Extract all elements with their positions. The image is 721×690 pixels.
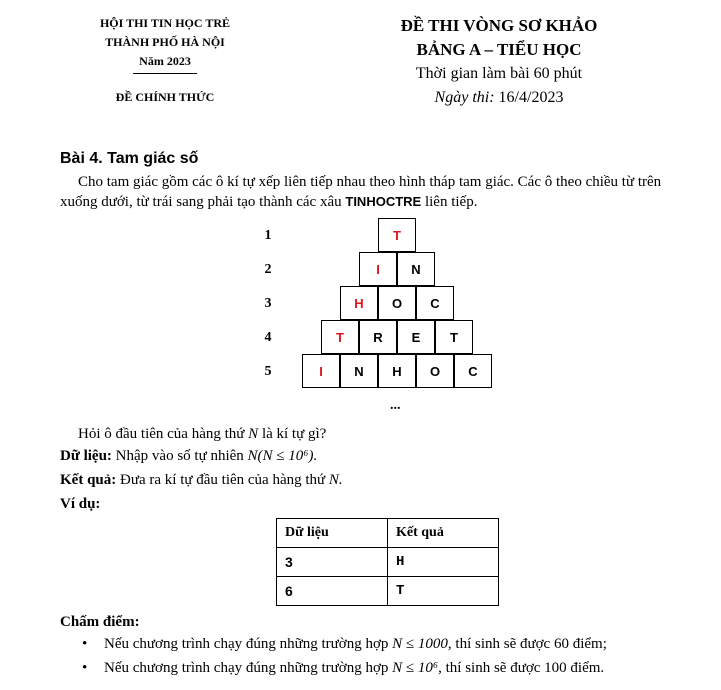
scoring-math: N ≤ 10⁶	[392, 660, 439, 676]
triangle-cell: T	[435, 320, 473, 354]
example-label: Ví dụ:	[60, 496, 101, 512]
table-header-output: Kết quả	[388, 519, 499, 548]
question	[78, 424, 326, 444]
input-spec	[60, 446, 317, 466]
triangle-cell: N	[397, 252, 435, 286]
intro-text: Cho tam giác gồm các ô kí tự xếp liên tiếp nhau theo hình tháp tam giác. Các ô theo chiều từ trên xuống dưới, từ trái sang phải tạo thành các xâu	[60, 174, 662, 210]
row-number-label: 3	[264, 296, 272, 311]
row-number-label: 4	[264, 330, 272, 345]
city-name: THÀNH PHỐ HÀ NỘI	[105, 35, 225, 49]
intro-text-end: liên tiếp.	[424, 194, 478, 210]
table-cell-input: 6	[277, 577, 388, 606]
triangle-cell: H	[340, 286, 378, 320]
triangle-cell: C	[454, 354, 492, 388]
triangle-cell: I	[302, 354, 340, 388]
bullet-icon: •	[82, 636, 88, 652]
exam-date-value: 16/4/2023	[498, 89, 564, 106]
triangle-cell: O	[378, 286, 416, 320]
triangle-cell: T	[378, 218, 416, 252]
input-text: Nhập vào số tự nhiên	[115, 448, 244, 464]
triangle-cell: E	[397, 320, 435, 354]
official-label: ĐỀ CHÍNH THỨC	[115, 90, 215, 104]
triangle-cell: O	[416, 354, 454, 388]
exam-title: ĐỀ THI VÒNG SƠ KHẢO	[400, 16, 598, 35]
row-number-label: 2	[264, 262, 272, 277]
intro-keyword: TINHOCTRE	[345, 194, 422, 209]
table-header-input: Dữ liệu	[277, 519, 388, 548]
triangle-cell: T	[321, 320, 359, 354]
contest-name: HỘI THI TIN HỌC TRẺ	[99, 16, 231, 30]
example-table	[276, 518, 499, 606]
table-cell-output: T	[388, 577, 499, 606]
contest-year: Năm 2023	[133, 52, 197, 74]
scoring-item: • Nếu chương trình chạy đúng những trường hợp N ≤ 1000, thí sinh sẽ được 60 điểm;	[82, 636, 607, 652]
bullet-icon: •	[82, 660, 88, 676]
exam-date	[372, 86, 626, 110]
header-left	[60, 14, 270, 107]
table-row	[277, 577, 499, 606]
output-label: Kết quả:	[60, 472, 117, 488]
header-right	[372, 14, 626, 110]
exam-date-label: Ngày thi:	[434, 89, 495, 106]
scoring-math: N ≤ 1000	[392, 636, 448, 652]
table-cell-input: 3	[277, 548, 388, 577]
output-spec	[60, 470, 343, 490]
question-var: N	[248, 426, 259, 442]
exam-duration: Thời gian làm bài 60 phút	[415, 65, 583, 82]
output-var: N.	[328, 472, 343, 488]
row-number-label: 5	[264, 364, 272, 379]
triangle-cell: H	[378, 354, 416, 388]
input-math: N(N ≤ 10⁶).	[247, 448, 318, 464]
row-number-label: 1	[264, 228, 272, 243]
problem-intro	[60, 172, 700, 212]
table-row	[277, 548, 499, 577]
table-header-row	[277, 519, 499, 548]
exam-division: BẢNG A – TIỂU HỌC	[416, 40, 582, 59]
scoring-item: • Nếu chương trình chạy đúng những trường hợp N ≤ 10⁶, thí sinh sẽ được 100 điểm.	[82, 660, 605, 676]
triangle-cell: N	[340, 354, 378, 388]
question-text: Hỏi ô đầu tiên của hàng thứ	[78, 426, 245, 442]
triangle-cell: R	[359, 320, 397, 354]
table-cell-output: H	[388, 548, 499, 577]
question-text-end: là kí tự gì?	[261, 426, 327, 442]
problem-title: Bài 4. Tam giác số	[60, 150, 199, 167]
scoring-label: Chấm điểm:	[60, 614, 140, 630]
input-label: Dữ liệu:	[60, 448, 112, 464]
ellipsis: ...	[390, 398, 401, 413]
output-text: Đưa ra kí tự đầu tiên của hàng thứ	[120, 472, 326, 488]
triangle-cell: I	[359, 252, 397, 286]
triangle-cell: C	[416, 286, 454, 320]
